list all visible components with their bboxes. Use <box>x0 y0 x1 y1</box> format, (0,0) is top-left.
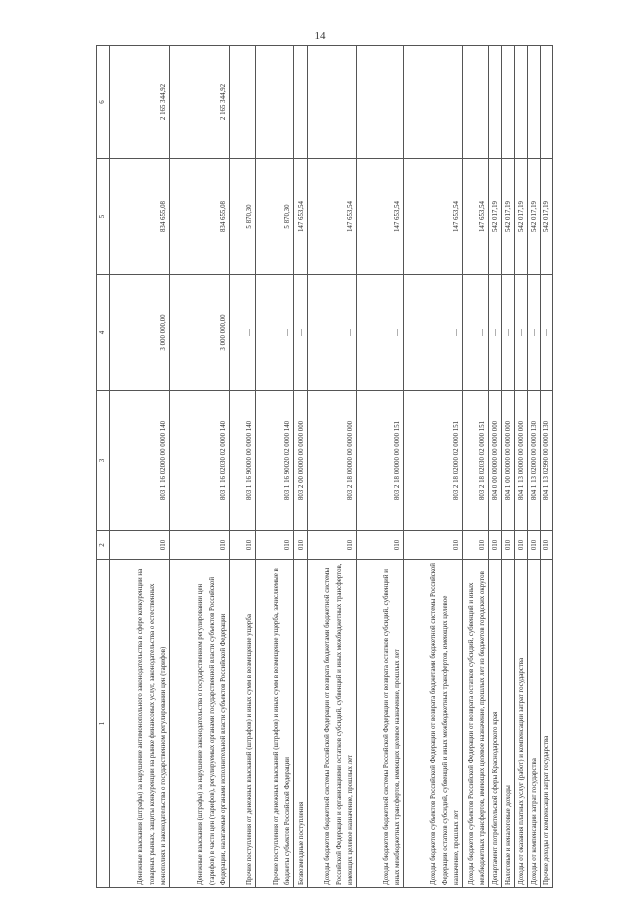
row-balance <box>502 46 515 159</box>
row-plan: — <box>230 275 256 391</box>
row-balance <box>528 46 541 159</box>
row-actual: 147 653,54 <box>308 159 357 275</box>
row-grbs: 010 <box>541 531 553 560</box>
table-row <box>294 46 308 888</box>
row-grbs: 010 <box>110 531 170 560</box>
row-grbs: 010 <box>170 531 230 560</box>
table-row <box>528 46 541 888</box>
row-name: Доходы от оказания платных услуг (работ) и компенсации затрат государства <box>515 560 528 888</box>
row-balance <box>308 46 357 159</box>
row-grbs: 010 <box>308 531 357 560</box>
page-number: 14 <box>314 30 326 42</box>
row-balance <box>256 46 294 159</box>
row-name: Денежные взыскания (штрафы) за нарушение антимонопольного законодательства в сфере конкуренции на товарных рынках, защиты конкуренции на рынке финансовых услуг, законодательства о естественных монополиях и законодательства о государственном регулировании цен (тарифов) <box>110 560 170 888</box>
row-code: 803 2 18 00000 00 0000 000 <box>308 391 357 531</box>
row-balance: 2 165 344,92 <box>110 46 170 159</box>
row-name: Доходы от компенсации затрат государства <box>528 560 541 888</box>
row-grbs: 010 <box>502 531 515 560</box>
row-name: Департамент потребительской сферы Краснодарского края <box>489 560 502 888</box>
row-code: 804 1 13 02990 00 0000 130 <box>541 391 553 531</box>
table-row <box>541 46 553 888</box>
row-plan: — <box>502 275 515 391</box>
row-balance <box>515 46 528 159</box>
row-plan: — <box>528 275 541 391</box>
header-cell-6: 6 <box>97 46 110 159</box>
row-plan: — <box>515 275 528 391</box>
row-actual: 542 017,19 <box>502 159 515 275</box>
row-code: 803 1 16 02000 00 0000 140 <box>110 391 170 531</box>
row-grbs: 010 <box>404 531 463 560</box>
row-code: 804 1 13 02000 00 0000 130 <box>528 391 541 531</box>
row-grbs: 010 <box>256 531 294 560</box>
row-plan: — <box>541 275 553 391</box>
row-code: 803 2 18 02030 02 0000 151 <box>463 391 489 531</box>
row-actual: 147 653,54 <box>463 159 489 275</box>
row-plan: 3 000 000,00 <box>170 275 230 391</box>
row-balance <box>489 46 502 159</box>
row-grbs: 010 <box>357 531 404 560</box>
row-name: Доходы бюджетов бюджетной системы Российской Федерации от возврата остатков субсидий, субвенций и иных межбюджетных трансфертов, имеющих целевое назначение, прошлых лет <box>357 560 404 888</box>
row-code: 803 1 16 90020 02 0000 140 <box>256 391 294 531</box>
table-row <box>308 46 357 888</box>
rotated-table-wrapper <box>96 46 616 888</box>
row-name: Прочие поступления от денежных взысканий (штрафов) и иных сумм в возмещение ущерба <box>230 560 256 888</box>
table-row <box>502 46 515 888</box>
row-actual: 5 870,30 <box>256 159 294 275</box>
row-balance <box>463 46 489 159</box>
row-plan: — <box>308 275 357 391</box>
row-grbs: 010 <box>294 531 308 560</box>
row-plan: — <box>357 275 404 391</box>
row-grbs: 010 <box>515 531 528 560</box>
row-name: Денежные взыскания (штрафы) за нарушение законодательства о государственном регулировании цен (тарифов) в части цен (тарифов), регулируемых органами государственной власти субъектов Российской Федерации, налагаемые органами исполнительной власти субъектов Российской Федерации <box>170 560 230 888</box>
row-code: 804 1 00 00000 00 0000 000 <box>502 391 515 531</box>
row-actual: 5 870,30 <box>230 159 256 275</box>
row-name: Прочие поступления от денежных взысканий (штрафов) и иных сумм в возмещение ущерба, зачисляемые в бюджеты субъектов Российской Федерации <box>256 560 294 888</box>
table-row <box>404 46 463 888</box>
row-name: Доходы бюджетов субъектов Российской Федерации от возврата бюджетами бюджетной системы Российской Федерации остатков субсидий, субвенций и иных межбюджетных трансфертов, имеющих целевое назначение, прошлых лет <box>404 560 463 888</box>
header-cell-2: 2 <box>97 531 110 560</box>
row-plan: — <box>404 275 463 391</box>
row-code: 803 1 16 90000 00 0000 140 <box>230 391 256 531</box>
header-cell-3: 3 <box>97 391 110 531</box>
row-code: 803 2 18 00000 00 0000 151 <box>357 391 404 531</box>
row-name: Прочие доходы от компенсации затрат государства <box>541 560 553 888</box>
row-balance <box>404 46 463 159</box>
row-balance <box>294 46 308 159</box>
header-cell-4: 4 <box>97 275 110 391</box>
row-actual: 542 017,19 <box>541 159 553 275</box>
row-actual: 542 017,19 <box>528 159 541 275</box>
header-cell-1: 1 <box>97 560 110 888</box>
table-row <box>110 46 170 888</box>
row-name: Доходы бюджетов бюджетной системы Российской Федерации от возврата бюджетами бюджетной системы Российской Федерации и организациями остатков субсидий, субвенций и иных межбюджетных трансфертов, имеющих целевое назначение, прошлых лет <box>308 560 357 888</box>
row-actual: 542 017,19 <box>489 159 502 275</box>
row-balance <box>541 46 553 159</box>
row-code: 804 1 13 00000 00 0000 000 <box>515 391 528 531</box>
table-row <box>170 46 230 888</box>
row-plan: — <box>294 275 308 391</box>
table-header-row <box>97 46 110 888</box>
row-actual: 834 655,08 <box>170 159 230 275</box>
row-code: 803 2 00 00000 00 0000 000 <box>294 391 308 531</box>
row-plan: — <box>489 275 502 391</box>
row-actual: 147 653,54 <box>357 159 404 275</box>
row-grbs: 010 <box>528 531 541 560</box>
row-grbs: 010 <box>463 531 489 560</box>
row-name: Налоговые и неналоговые доходы <box>502 560 515 888</box>
revenue-table <box>96 45 553 888</box>
table-row <box>256 46 294 888</box>
table-row <box>515 46 528 888</box>
table-row <box>357 46 404 888</box>
row-code: 803 1 16 02030 02 0000 140 <box>170 391 230 531</box>
header-cell-5: 5 <box>97 159 110 275</box>
row-actual: 542 017,19 <box>515 159 528 275</box>
row-balance: 2 165 344,92 <box>170 46 230 159</box>
row-balance <box>357 46 404 159</box>
row-code: 803 2 18 02000 02 0000 151 <box>404 391 463 531</box>
table-row <box>463 46 489 888</box>
row-actual: 147 653,54 <box>294 159 308 275</box>
table-row <box>230 46 256 888</box>
row-name: Безвозмездные поступления <box>294 560 308 888</box>
row-actual: 834 655,08 <box>110 159 170 275</box>
table-row <box>489 46 502 888</box>
row-plan: — <box>256 275 294 391</box>
row-code: 804 0 00 00000 00 0000 000 <box>489 391 502 531</box>
row-actual: 147 653,54 <box>404 159 463 275</box>
row-balance <box>230 46 256 159</box>
row-plan: — <box>463 275 489 391</box>
row-name: Доходы бюджетов субъектов Российской Федерации от возврата остатков субсидий, субвенций и иных межбюджетных трансфертов, имеющих целевое назначение, прошлых лет из бюджетов городских округов <box>463 560 489 888</box>
row-plan: 3 000 000,00 <box>110 275 170 391</box>
row-grbs: 010 <box>489 531 502 560</box>
row-grbs: 010 <box>230 531 256 560</box>
